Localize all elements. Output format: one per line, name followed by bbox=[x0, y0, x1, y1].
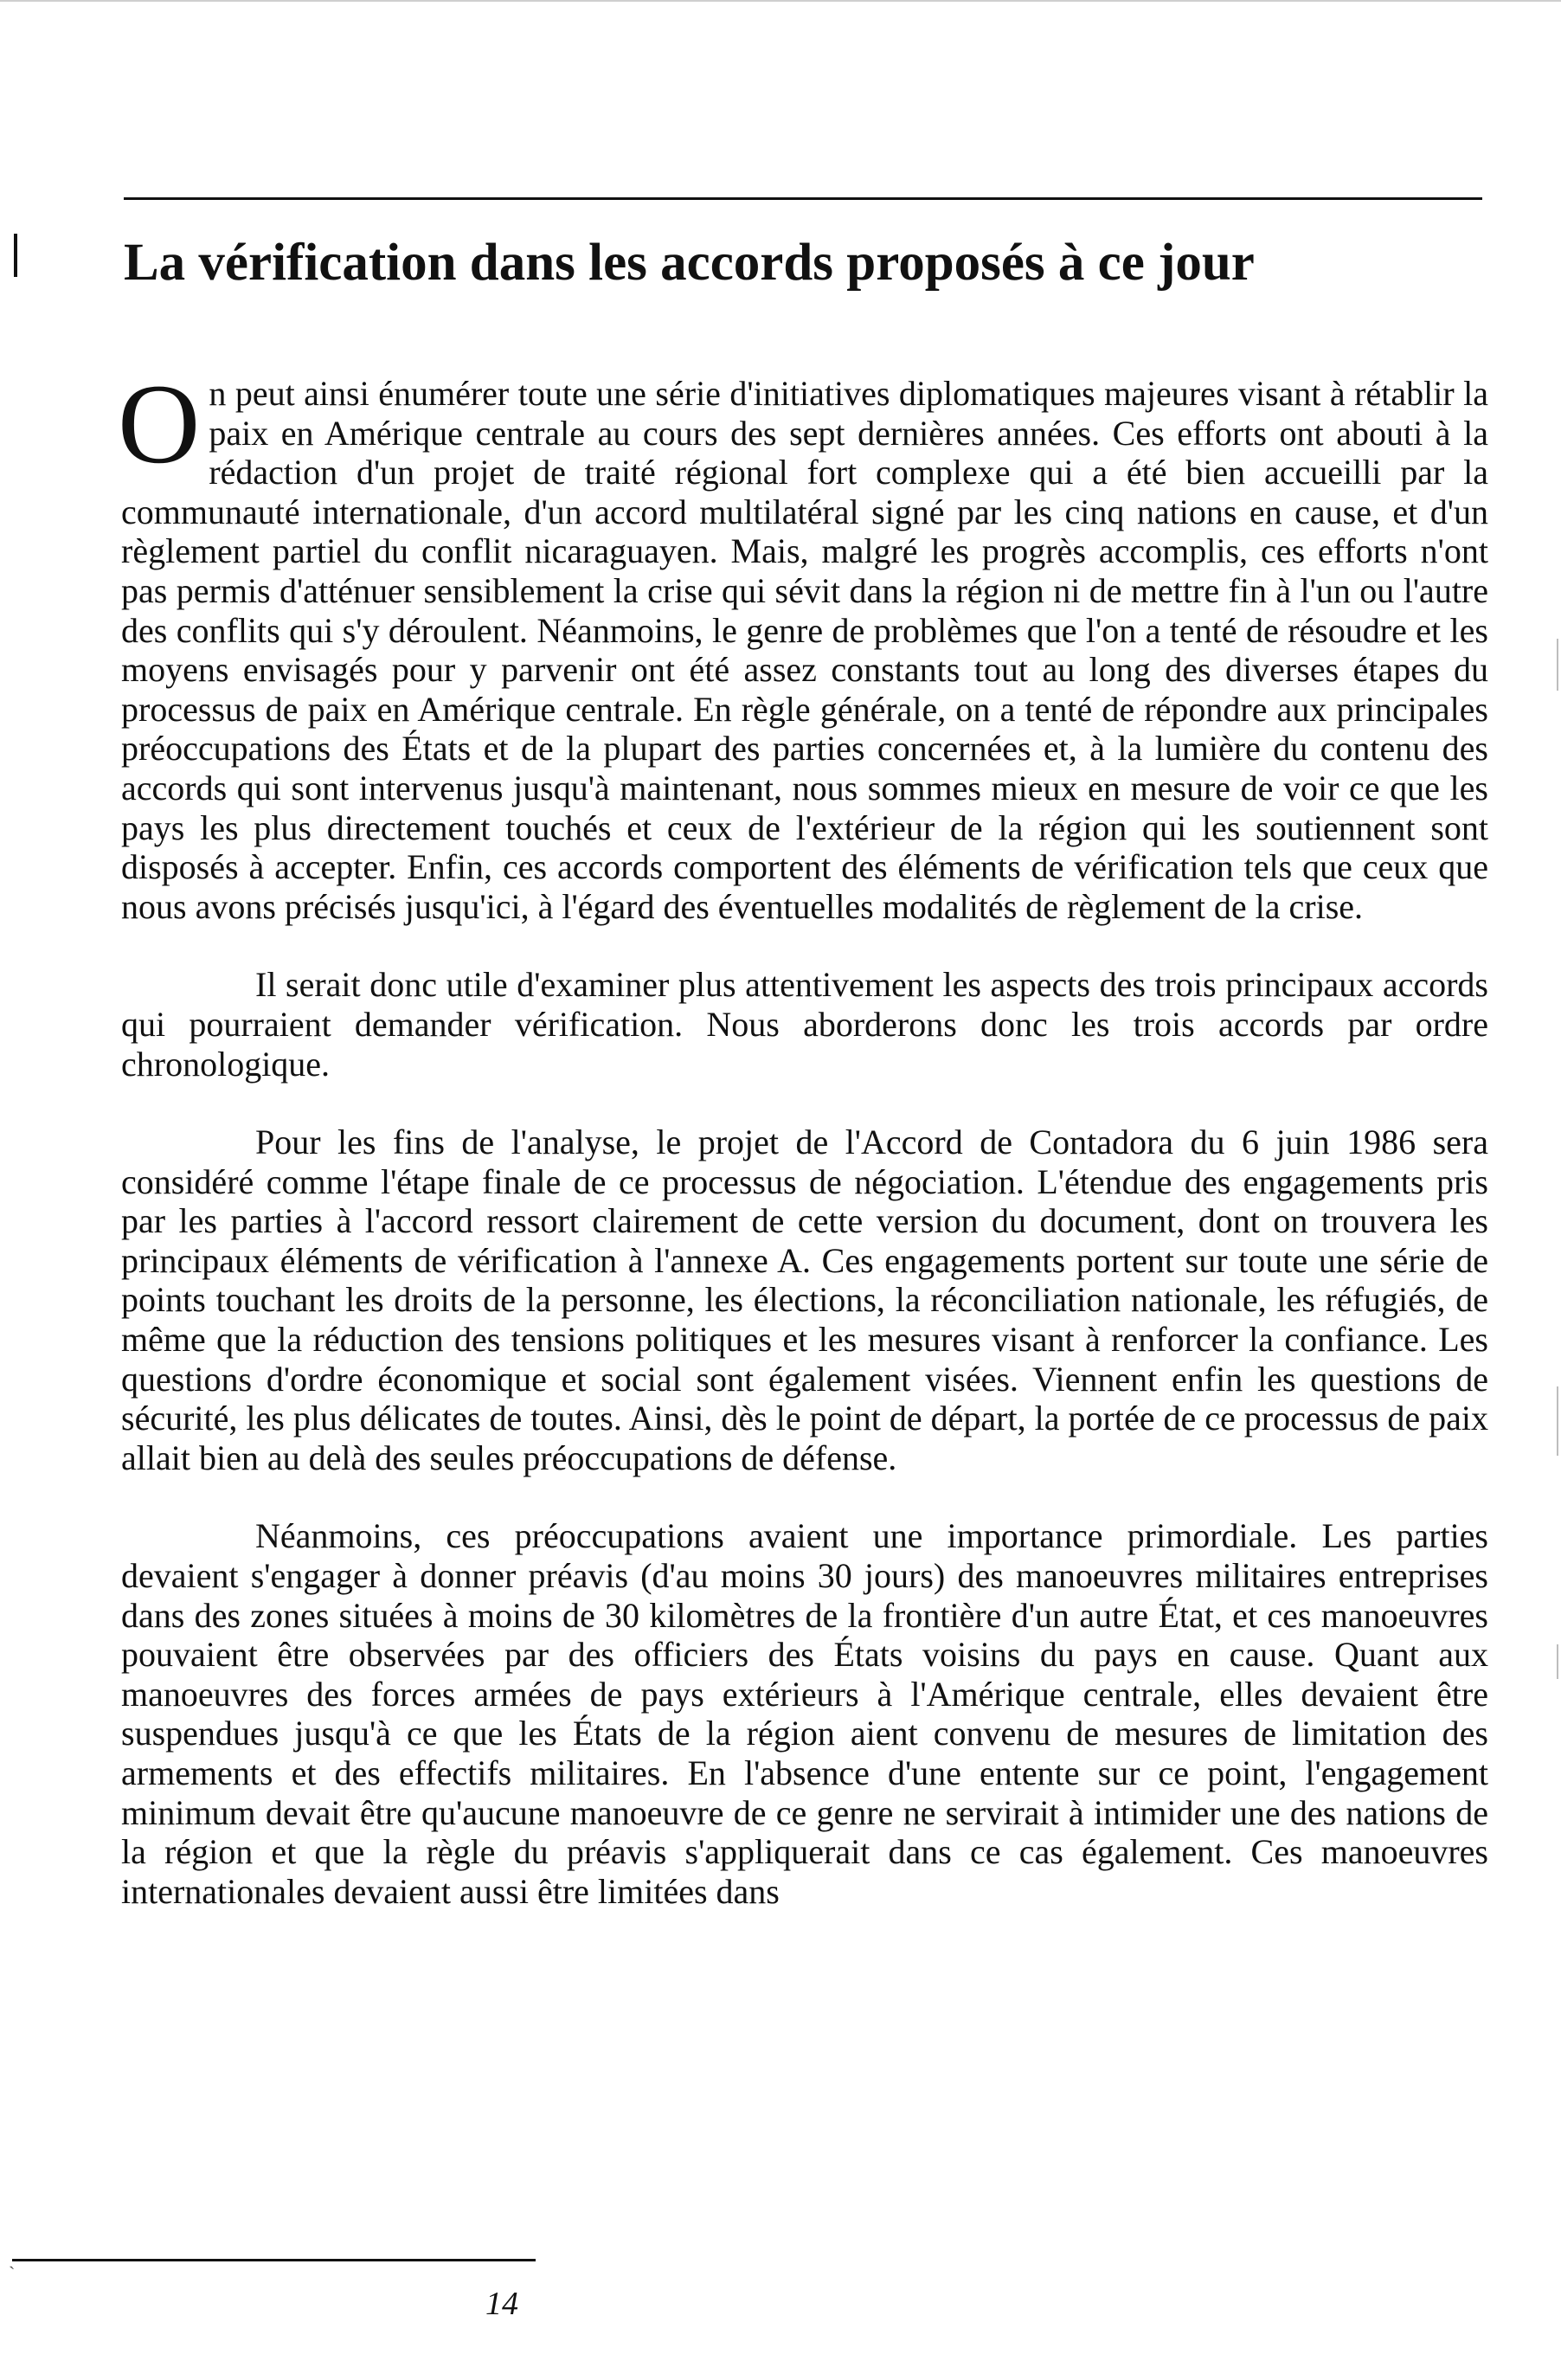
paragraph-1 bbox=[118, 360, 1488, 926]
paragraph-1-text: n peut ainsi énumérer toute une série d'initiatives diplomatiques majeures visant à rétablir la paix en Amérique centrale au cours des sept dernières années. Ces efforts ont abouti à la rédaction d'un projet de traité régional fort complexe qui a été bien accueilli par la communauté internationale, d'un accord multilatéral signé par les cinq nations en cause, et d'un règlement partiel du conflit nicaraguayen. Mais, malgré les progrès accomplis, ces efforts n'ont pas permis d'atténuer sensiblement la crise qui sévit dans la région ni de mettre fin à l'un ou l'autre des conflits qui s'y déroulent. Néanmoins, le genre de problèmes que l'on a tenté de résoudre et les moyens envisagés pour y parvenir ont été assez constants tout au long des diverses étapes du processus de paix en Amérique centrale. En règle générale, on a tenté de répondre aux principales préoccupations des États et de la plupart des parties concernées et, à la lumière du contenu des accords qui sont intervenus jusqu'à maintenant, nous sommes mieux en mesure de voir ce que les pays les plus directement touchés et ceux de l'extérieur de la région qui les soutiennent sont disposés à accepter. Enfin, ces accords comportent des éléments de vérification tels que ceux que nous avons précisés jusqu'ici, à l'égard des éventuelles modalités de règlement de la crise. bbox=[121, 374, 1488, 926]
margin-tick: ˋ bbox=[9, 2262, 16, 2284]
top-border-line bbox=[0, 0, 1561, 2]
footnote-rule bbox=[12, 2259, 536, 2261]
page-number: 14 bbox=[485, 2286, 518, 2322]
paragraph-4: Néanmoins, ces préoccupations avaient une importance primordiale. Les parties devaient s'engager à donner préavis (d'au moins 30 jours) des manoeuvres militaires entreprises dans des zones situées à moins de 30 kilomètres de la frontière d'un autre État, et ces manoeuvres pouvaient être observées par des officiers des États voisins du pays en cause. Quant aux manoeuvres des forces armées de pays extérieurs à l'Amérique centrale, elles devaient être suspendues jusqu'à ce que les États de la région aient convenu de mesures de limitation des armements et des effectifs militaires. En l'absence d'une entente sur ce point, l'engagement minimum devait être qu'aucune manoeuvre de ce genre ne servirait à intimider une des nations de la région et que la règle du préavis s'appliquerait dans ce cas également. Ces manoeuvres internationales devaient aussi être limitées dans bbox=[121, 1516, 1488, 1911]
scan-artifact bbox=[1557, 1386, 1558, 1456]
paragraph-3: Pour les fins de l'analyse, le projet de l'Accord de Contadora du 6 juin 1986 sera considéré comme l'étape finale de ce processus de négociation. L'étendue des engagements pris par les parties à l'accord ressort clairement de cette version du document, dont on trouvera les principaux éléments de vérification à l'annexe A. Ces engagements portent sur toute une série de points touchant les droits de la personne, les élections, la réconciliation nationale, les réfugiés, de même que la réduction des tensions politiques et les mesures visant à renforcer la confiance. Les questions d'ordre économique et social sont également visées. Viennent enfin les questions de sécurité, les plus délicates de toutes. Ainsi, dès le point de départ, la portée de ce processus de paix allait bien au delà des seules préoccupations de défense. bbox=[121, 1122, 1488, 1477]
scan-artifact bbox=[1557, 1644, 1558, 1679]
change-bar bbox=[14, 234, 17, 277]
paragraph-2: Il serait donc utile d'examiner plus attentivement les aspects des trois principaux accords qui pourraient demander vérification. Nous aborderons donc les trois accords par ordre chronologique. bbox=[121, 965, 1488, 1084]
scan-artifact bbox=[1557, 639, 1558, 691]
drop-cap: O bbox=[118, 360, 201, 487]
body-text bbox=[118, 360, 1488, 1950]
section-title: La vérification dans les accords proposés à ce jour bbox=[124, 234, 1255, 292]
title-rule bbox=[124, 197, 1482, 200]
